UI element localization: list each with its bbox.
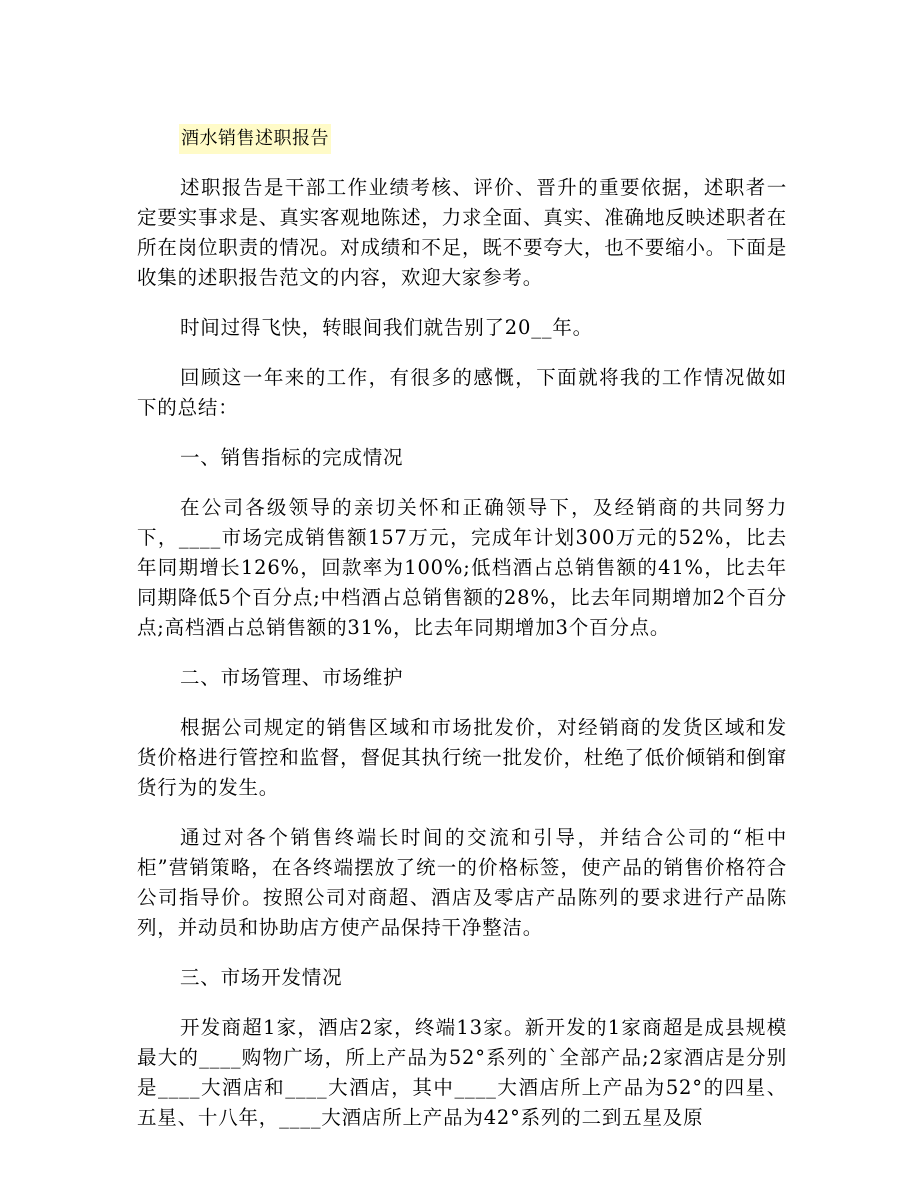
- market-management-paragraph: 根据公司规定的销售区域和市场批发价，对经销商的发货区域和发货价格进行管控和监督，督促其执行统一批发价，杜绝了低价倾销和倒窜货行为的发生。: [137, 716, 787, 799]
- terminal-paragraph: 通过对各个销售终端长时间的交流和引导，并结合公司的“柜中柜”营销策略，在各终端摆放了统一的价格标签，使产品的销售价格符合公司指导价。按照公司对商超、酒店及零店产品陈列的要求进行产品陈列，并动员和协助店方使产品保持干净整洁。: [137, 826, 787, 939]
- market-development-paragraph: 开发商超1家，酒店2家，终端13家。新开发的1家商超是成县规模最大的____购物广场，所上产品为52°系列的`全部产品;2家酒店是分别是____大酒店和____大酒店，其中____大酒店所上产品为52°的四星、五星、十八年，____大酒店所上产品为42°系列的二到五星及原: [137, 1016, 787, 1129]
- time-paragraph: 时间过得飞快，转眼间我们就告别了20__年。: [180, 316, 593, 339]
- document-page: [137, 124, 787, 1133]
- review-paragraph: 回顾这一年来的工作，有很多的感慨，下面就将我的工作情况做如下的总结：: [137, 366, 787, 419]
- sales-paragraph: 在公司各级领导的亲切关怀和正确领导下，及经销商的共同努力下，____市场完成销售额157万元，完成年计划300万元的52%，比去年同期增长126%，回款率为100%;低档酒占总销售额的41%，比去年同期降低5个百分点;中档酒占总销售额的28%，比去年同期增加2个百分点;高档酒占总销售额的31%，比去年同期增加3个百分点。: [137, 496, 787, 639]
- section-heading-sales: 一、销售指标的完成情况: [180, 446, 404, 469]
- document-title: 酒水销售述职报告: [179, 124, 331, 154]
- section-heading-market-management: 二、市场管理、市场维护: [180, 666, 404, 689]
- intro-paragraph: 述职报告是干部工作业绩考核、评价、晋升的重要依据，述职者一定要实事求是、真实客观地陈述，力求全面、真实、准确地反映述职者在所在岗位职责的情况。对成绩和不足，既不要夸大，也不要缩小。下面是收集的述职报告范文的内容，欢迎大家参考。: [137, 176, 787, 289]
- section-heading-market-development: 三、市场开发情况: [180, 966, 343, 989]
